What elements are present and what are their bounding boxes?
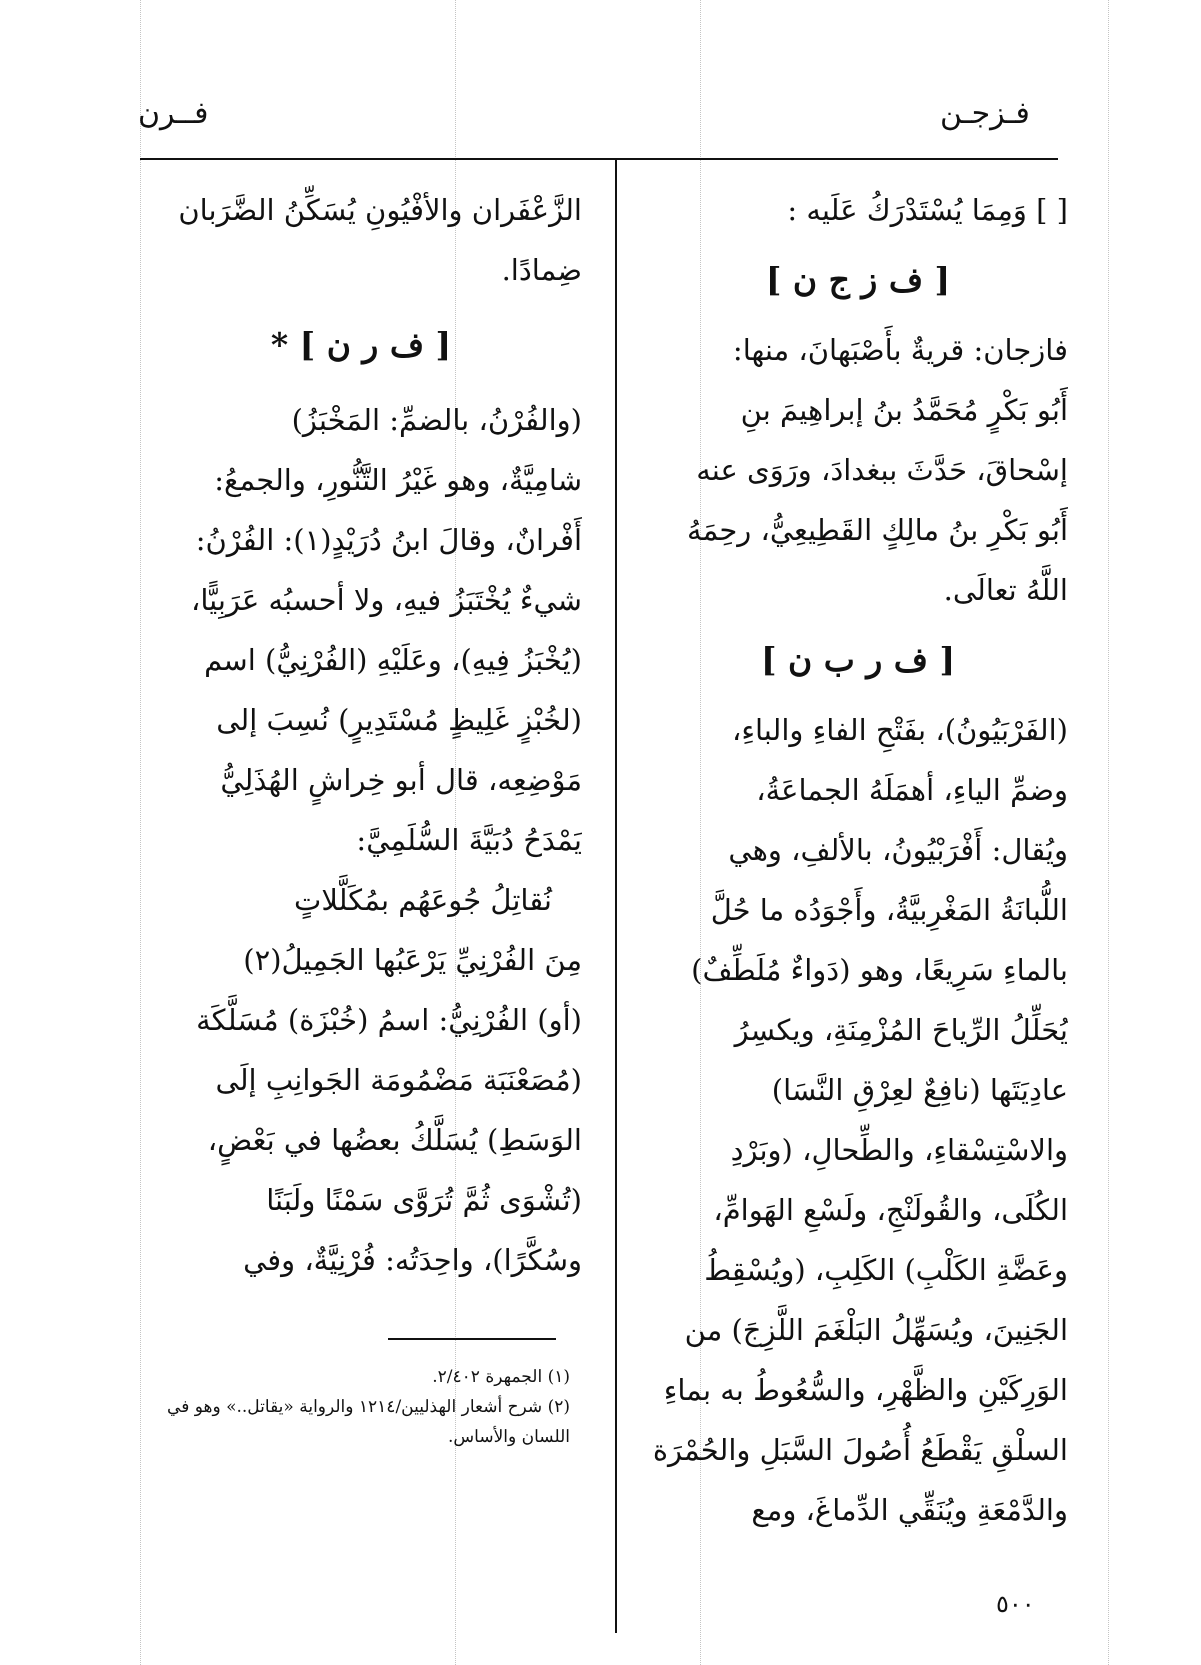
header-rule	[140, 158, 1058, 160]
entry-heading-frbn: [ ف ر ب ن ]	[760, 640, 956, 679]
text-line: شيءٌ يُخْتَبَزُ فيهِ، ولا أحسبُه عَرَبِيًّا،	[190, 583, 582, 617]
text-line: وضمِّ الياءِ، أهمَلَهُ الجماعَةُ،	[756, 773, 1068, 807]
text-line: أَبُو بَكْرٍ مُحَمَّدُ بنُ إبراهِيمَ بنِ	[740, 393, 1068, 427]
text-line: والاسْتِسْقاءِ، والطِّحالِ، (وبَرْدِ	[730, 1133, 1068, 1167]
text-line: الجَنِينَ، ويُسَهِّلُ البَلْغَمَ اللَّزِجَ) من	[684, 1313, 1068, 1347]
text-line: أَبُو بَكْرِ بنُ مالِكٍ القَطِيعِيُّ، رحِمَهُ	[687, 513, 1068, 547]
text-line: الكُلَى، والقُولَنْجِ، ولَسْعِ الهَوامِّ،	[713, 1193, 1068, 1227]
verse-line: نُقاتِلُ جُوعَهُم بمُكَلَّلاتٍ	[294, 883, 552, 917]
text-line: الوَسَطِ) يُسَلَّكُ بعضُها في بَعْضٍ،	[207, 1123, 582, 1157]
text-line: ويُقال: أَفْرَبْيُونُ، بالألفِ، وهي	[728, 833, 1068, 867]
text-line: (لخُبْزٍ غَلِيظٍ مُسْتَدِيرٍ) نُسِبَ إلى	[216, 703, 582, 737]
page-number: ٥٠٠	[996, 1590, 1035, 1618]
verse-line: مِنَ الفُرْنِيِّ يَرْعَبُها الجَمِيلُ(٢)	[243, 943, 582, 977]
text-line: إسْحاقَ، حَدَّثَ ببغدادَ، ورَوَى عنه	[696, 453, 1068, 487]
text-line: بالماءِ سَرِيعًا، وهو (دَواءٌ مُلَطِّفٌ)	[691, 953, 1068, 987]
guide-line	[1108, 0, 1109, 1665]
text-line: الزَّعْفَران والأفْيُونِ يُسَكِّنُ الضَّرَبان	[178, 193, 582, 227]
footnote-1: (١) الجمهرة ٢/٤٠٢.	[432, 1367, 570, 1387]
running-head-right: فـزجـن	[940, 96, 1030, 131]
text-line: (الفَرْبَيُونُ)، بفَتْحِ الفاءِ والباءِ،	[731, 713, 1068, 747]
text-line: والدَّمْعَةِ ويُنَقِّي الدِّماغَ، ومع	[751, 1493, 1068, 1527]
text-line: ضِمادًا.	[501, 253, 582, 287]
text-line: السلْقِ يَقْطَعُ أُصُولَ السَّبَلِ والحُمْرَة	[652, 1433, 1068, 1467]
text-line: (تُشْوَى ثُمَّ تُرَوَّى سَمْنًا ولَبَنًا	[266, 1183, 582, 1217]
text-line: يُحَلِّلُ الرِّياحَ المُزْمِنَةِ، ويكسِرُ	[734, 1013, 1068, 1047]
text-line: وسُكَّرًا)، واحِدَتُه: فُرْنِيَّةٌ، وفي	[243, 1243, 582, 1277]
right-column	[648, 180, 1068, 1540]
text-line: (والفُرْنُ، بالضمِّ: المَخْبَزُ)	[291, 403, 582, 437]
running-head-left: فــرن	[138, 96, 209, 131]
footnotes	[140, 1362, 570, 1452]
entry-heading-frn: [ ف ر ن ] *	[270, 325, 452, 364]
text-line: شامِيَّةٌ، وهو غَيْرُ التَّنُّورِ، والجمعُ:	[214, 463, 582, 497]
text-line: اللَّهُ تعالَى.	[943, 573, 1068, 607]
footnote-rule	[388, 1338, 556, 1340]
entry-heading-fzjn: [ ف ز ج ن ]	[765, 260, 951, 299]
text-line: (مُصَعْنَبَة مَضْمُومَة الجَوانِبِ إلَى	[215, 1063, 582, 1097]
left-column	[140, 180, 582, 1290]
text-line: عادِيَتَها (نافِعٌ لعِرْقِ النَّسَا)	[771, 1073, 1068, 1107]
text-line: مَوْضِعِه، قال أبو خِراشٍ الهُذَلِيُّ	[220, 763, 582, 797]
text-line: أَفْرانٌ، وقالَ ابنُ دُرَيْدٍ(١): الفُرْنُ:	[195, 523, 582, 557]
intro-line: [ ] وَمِمَا يُسْتَدْرَكُ عَلَيه :	[787, 193, 1068, 227]
text-line: (أو) الفُرْنِيُّ: اسمُ (خُبْزَة) مُسَلَّكَة	[196, 1003, 582, 1037]
text-line: (يُخْبَزُ فِيهِ)، وعَلَيْهِ (الفُرْنِيُّ) اسم	[204, 643, 582, 677]
footnote-2: (٢) شرح أشعار الهذليين/١٢١٤ والرواية «يقاتل..» وهو في اللسان والأساس.	[167, 1397, 570, 1447]
text-line: فازجان: قريةٌ بأَصْبَهانَ، منها:	[732, 333, 1068, 367]
text-line: الوَرِكَيْنِ والظَّهْرِ، والسُّعُوطُ به بماءِ	[663, 1373, 1068, 1407]
column-divider	[615, 158, 617, 1633]
text-line: وعَضَّةِ الكَلْبِ) الكَلِبِ، (ويُسْقِطُ	[704, 1253, 1068, 1287]
text-line: يَمْدَحُ دُبَيَّةَ السُّلَمِيَّ:	[356, 823, 582, 857]
text-line: اللُّبانَةُ المَغْرِبيَّةُ، وأَجْوَدُه ما حُلَّ	[710, 893, 1068, 927]
